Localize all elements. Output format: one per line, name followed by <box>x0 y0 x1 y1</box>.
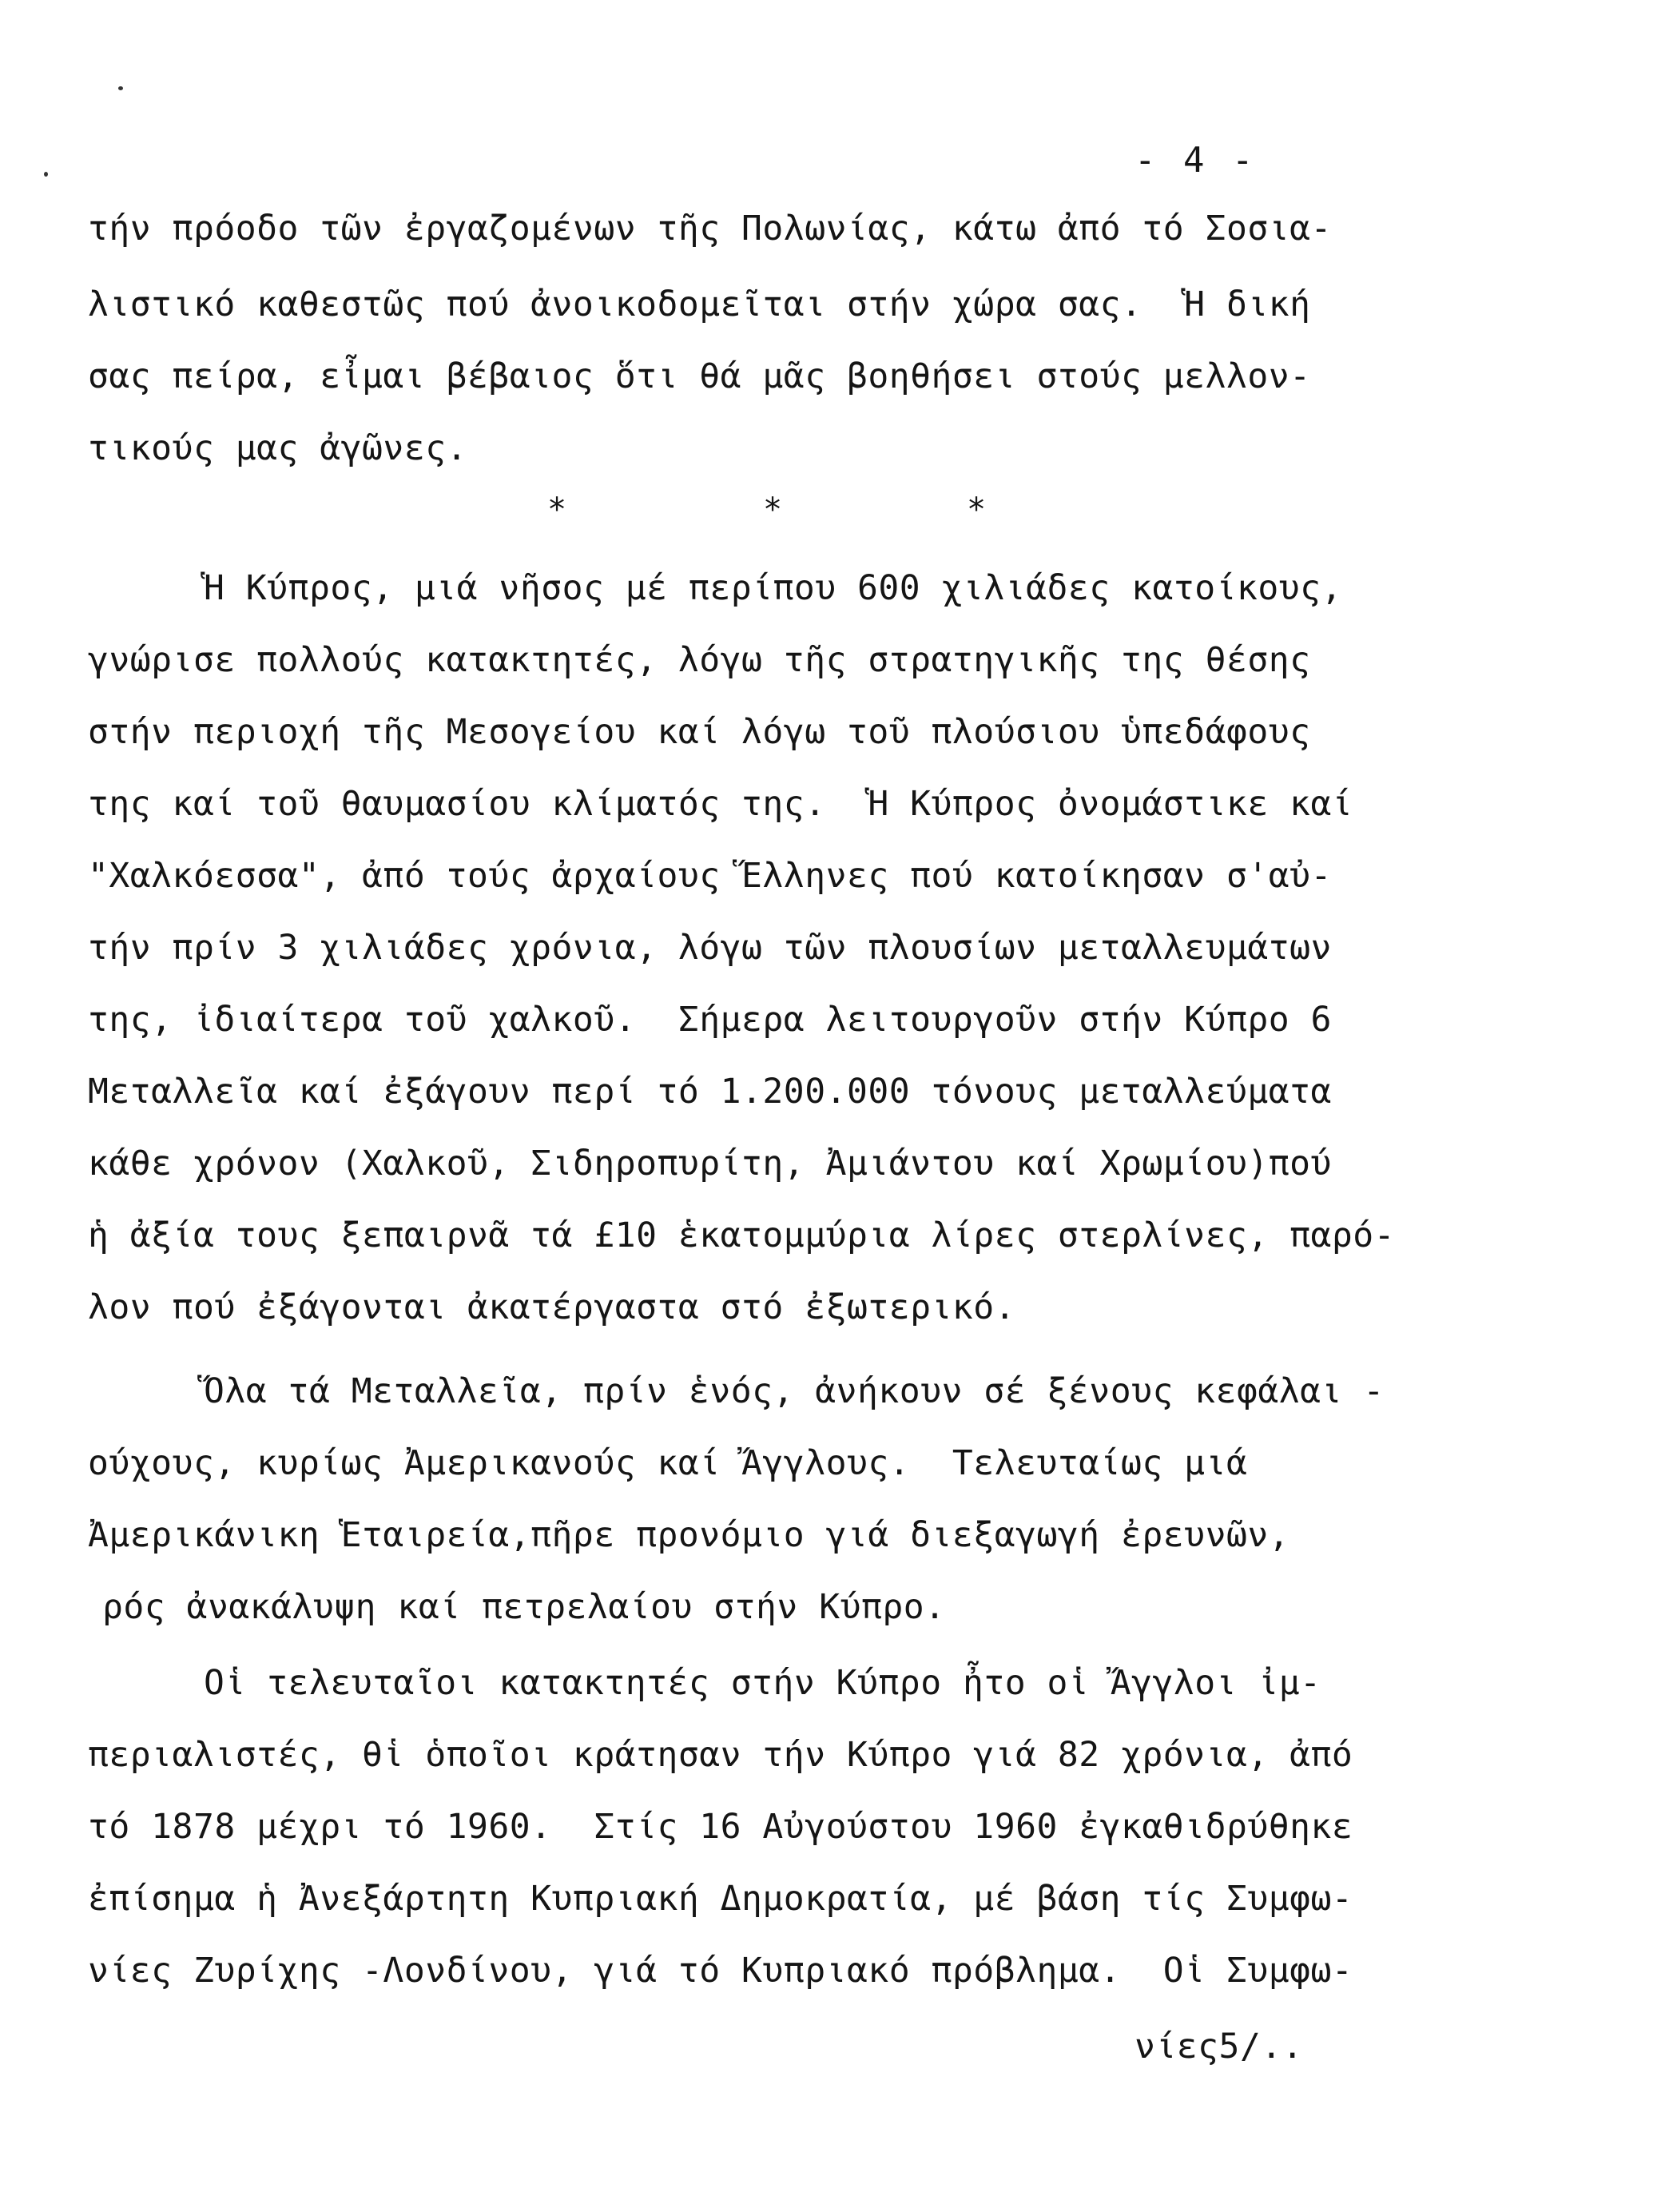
text-line: της καί τοῦ θαυμασίου κλίματός της. Ἡ Κύπρος ὀνομάστικε καί <box>88 784 1353 824</box>
scan-speck <box>44 172 48 177</box>
text-line: γνώρισε πολλούς κατακτητές, λόγω τῆς στρατηγικῆς της θέσης <box>88 640 1311 680</box>
text-line: ούχους, κυρίως Ἀμερικανούς καί Ἄγγλους. Τελευταίως μιά <box>88 1443 1248 1483</box>
separator-star: * <box>763 491 783 528</box>
page-number: - 4 - <box>1135 140 1257 181</box>
text-line: της, ἰδιαίτερα τοῦ χαλκοῦ. Σήμερα λειτουργοῦν στήν Κύπρο 6 <box>88 1000 1332 1040</box>
text-line: "Χαλκόεσσα", ἀπό τούς ἀρχαίους Ἕλληνες πού κατοίκησαν σ'αὐ- <box>88 856 1332 896</box>
text-line: περιαλιστές, θἱ ὁποῖοι κράτησαν τήν Κύπρο γιά 82 χρόνια, ἀπό <box>88 1735 1353 1775</box>
text-line: τό 1878 μέχρι τό 1960. Στίς 16 Αὐγούστου 1960 ἐγκαθιδρύθηκε <box>88 1807 1353 1847</box>
text-line: τήν πρίν 3 χιλιάδες χρόνια, λόγω τῶν πλουσίων μεταλλευμάτων <box>88 928 1332 968</box>
section-separator <box>0 491 1665 528</box>
text-line: λον πού ἐξάγονται ἀκατέργαστα στό ἐξωτερικό. <box>88 1287 1016 1327</box>
scan-speck <box>118 86 123 90</box>
text-line: σας πείρα, εἶμαι βέβαιος ὅτι θά μᾶς βοηθήσει στούς μελλον- <box>88 356 1311 396</box>
text-line: Ἡ Κύπρος, μιά νῆσος μέ περίπου 600 χιλιάδες κατοίκους, <box>204 568 1342 608</box>
separator-star: * <box>547 491 567 528</box>
text-line: νίες Ζυρίχης -Λονδίνου, γιά τό Κυπριακό πρόβλημα. Οἱ Συμφω- <box>88 1951 1353 1991</box>
text-line: κάθε χρόνον (Χαλκοῦ, Σιδηροπυρίτη, Ἀμιάντου καί Χρωμίου)πού <box>88 1144 1332 1184</box>
text-line: τήν πρόοδο τῶν ἐργαζομένων τῆς Πολωνίας, κάτω ἀπό τό Σοσια- <box>88 209 1332 249</box>
text-line: ἐπίσημα ἡ Ἀνεξάρτητη Κυπριακή Δημοκρατία, μέ βάση τίς Συμφω- <box>88 1879 1353 1919</box>
text-line: ρός ἀνακάλυψη καί πετρελαίου στήν Κύπρο. <box>102 1587 946 1627</box>
text-line: ἡ ἀξία τους ξεπαιρνᾶ τά £10 ἑκατομμύρια λίρες στερλίνες, παρό- <box>88 1215 1396 1255</box>
continuation-catchword: νίες5/.. <box>1135 2027 1304 2067</box>
text-line: Ἀμερικάνικη Ἑταιρεία,πῆρε προνόμιο γιά διεξαγωγή ἐρευνῶν, <box>88 1515 1290 1555</box>
text-line: στήν περιοχή τῆς Μεσογείου καί λόγω τοῦ πλούσιου ὑπεδάφους <box>88 712 1311 752</box>
text-line: Μεταλλεῖα καί ἐξάγουν περί τό 1.200.000 τόνους μεταλλεύματα <box>88 1072 1332 1112</box>
text-line: Οἱ τελευταῖοι κατακτητές στήν Κύπρο ἦτο οἱ Ἄγγλοι ἰμ- <box>204 1663 1321 1703</box>
separator-star: * <box>967 491 987 528</box>
text-line: τικούς μας ἀγῶνες. <box>88 428 467 468</box>
text-line: λιστικό καθεστῶς πού ἀνοικοδομεῖται στήν χώρα σας. Ἡ δική <box>88 284 1311 324</box>
text-line: Ὅλα τά Μεταλλεῖα, πρίν ἑνός, ἀνήκουν σέ ξένους κεφάλαι - <box>204 1371 1385 1411</box>
